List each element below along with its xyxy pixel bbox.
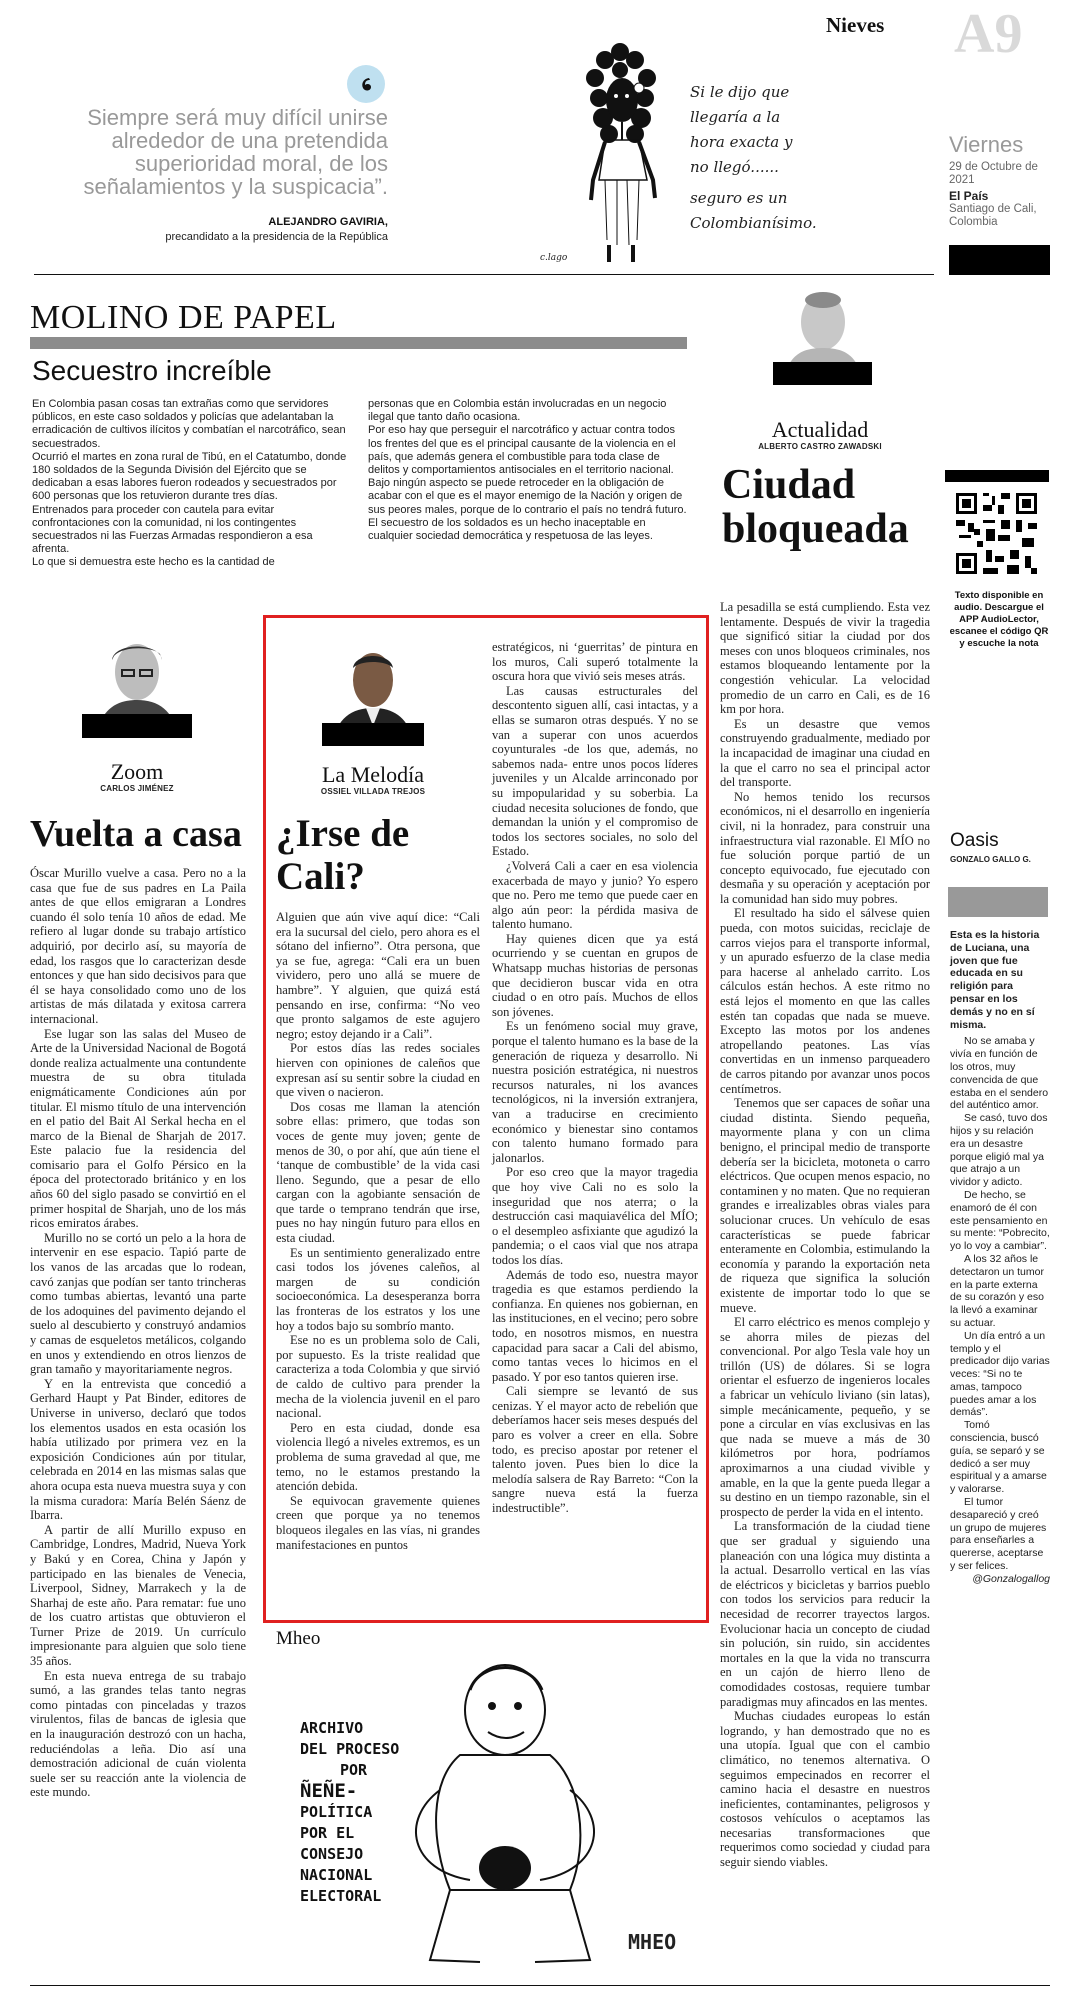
paragraph: Además de todo eso, nuestra mayor tragedia es que estamos perdiendo la confianza. En quienes nos gobiernan, en las instituciones, en el vecino; pero sobre todo, en nosotros mismos, en nuestra capacidad para sacar a Cali del abismo, como tantas veces lo hicimos en el pasado. Y por eso tantos quieren irse.: [492, 1267, 698, 1384]
quote-author-role: precandidato a la presidencia de la República: [165, 231, 388, 243]
author-photo-villada: [322, 640, 424, 746]
paragraph: Alguien que aún vive aquí dice: “Cali era la sucursal del cielo, pero ahora es el sótano del infierno”. Otra persona, que ya se fue, agrega: “Cali era un buen vividero, pero uno allá se muere de hambre”. Y alguien, que quizá está pensando en irse, confirma: “No veo que pronto salgamos de este agujero negro; estoy dejando ir a Cali”.: [276, 910, 480, 1041]
quote-icon: [347, 65, 385, 103]
caption-line: DEL PROCESO: [300, 1740, 400, 1758]
paragraph: Se casó, tuvo dos hijos y su relación era un desastre porque eligió mal ya que atrajo a un vividor y adicto.: [950, 1112, 1048, 1189]
nieves-line: seguro es un: [690, 189, 788, 207]
paragraph: La pesadilla se está cumpliendo. Esta vez lentamente. Después de vivir la tragedia que significó sitiar la ciudad por dos meses con unos bloqueos criminales, nos estamos bloqueando lentamente por la congestión vehicular. La velocidad promedio de un carro en Cali, es de 16 km por hora.: [720, 600, 930, 717]
paragraph: A partir de allí Murillo expuso en Cambridge, Londres, Madrid, Nueva York y Bakú y en Corea, China y Japón y participado en las bienales de Venecia, Liverpool, Sidney, Marrakech y la de Sharhaj de este año. Para rematar: fue uno de los cuatro artistas que obtuvieron el Turner Prize de 2019. Un currículo impresionante para alguien que solo tiene 35 años.: [30, 1522, 246, 1669]
column-name: Zoom: [110, 759, 164, 784]
paragraph: Es un desastre que vemos construyendo gradualmente, mediado por la incapacidad de imaginar una ciudad en la que el carro no sea el principal actor del transporte.: [720, 716, 930, 790]
oasis-handle[interactable]: @Gonzalogallog: [972, 1572, 1050, 1585]
nieves-line: Colombianísimo.: [690, 214, 817, 232]
paragraph: Tomó consciencia, buscó guía, se separó y se dedicó a ser muy espiritual y a amarse y valorarse.: [950, 1419, 1047, 1496]
caption-line: POLÍTICA: [300, 1803, 373, 1821]
paragraph: Lo que si demuestra este hecho es la cantidad de: [32, 556, 275, 569]
paragraph: Óscar Murillo vuelve a casa. Pero no a la casa que fue de sus padres en La Paila antes de que ellos emigraran a Londres cuando él solo tenía 10 años de edad. Me refiero al lugar donde su trabajo artístico adquirió, por decirlo así, su mayoría de edad, los rasgos que lo caracterizan desde entonces y que han sido decisivos para que él se haya consolidado como uno de los artistas de más dilatada y exitosa carrera internacional.: [30, 866, 246, 1026]
molino-gray-rule: [30, 337, 687, 349]
quote-text: Siempre será muy difícil unirse alrededor de una pretendida superioridad moral, de los señalamientos y la suspicacia”.: [83, 105, 388, 199]
paragraph: Es un fenómeno social muy grave, porque el talento humano es la base de la generación de riqueza y desarrollo. Ni nuestra posición estratégica, ni nuestros recursos naturales, ni los avances tecnológicos, ni la inversión extranjera, van a traducirse en crecimiento económico y bienestar sino contamos con talento humano formado para jalonarlos.: [492, 1019, 698, 1165]
paragraph: Pero en esta ciudad, donde esa violencia llegó a niveles extremos, es un problema de suma gravedad al que, me temo, no le estamos prestando la atención debida.: [276, 1420, 480, 1494]
author-photo-castro: [773, 282, 872, 385]
section-title: Nieves: [826, 13, 885, 37]
oasis-column-name: Oasis: [950, 830, 999, 851]
mheo-signature: MHEO: [628, 1930, 677, 1954]
paragraph: Dos cosas me llaman la atención sobre ellas: primero, que todas son voces de gente muy joven; gente de menos de 30, o por ahí, que aún tiene el ‘tanque de combustible’ de la vida casi lleno. Segundo, que a pesar de ello cargan con la agobiante sensación de que tarde o temprano tendrán que irse, pues no hay ningún futuro para ellos en esta ciudad.: [276, 1099, 480, 1246]
paragraph: De hecho, se enamoró de él con este pensamiento en su mente: “Pobrecito, yo lo voy a cambiar”.: [950, 1188, 1050, 1253]
paragraph: Entrenados para proceder con cautela para evitar confrontaciones con la comunidad, ni los contingentes secuestrados ni las Fuerzas Armadas respondieron a esa afrenta.: [32, 503, 313, 556]
paragraph: Ese lugar son las salas del Museo de Arte de la Universidad Nacional de Bogotá donde realiza actualmente una contundente muestra de su obra titulada enigmáticamente Condiciones aún por titular. El mismo título de una intervención en el patio del Bait Al Serkal hecha en el marco de la Bienal de Sharjah de 2017. Este palacio fue la residencia del comisario para el Golfo Pérsico en la época del protectorado británico y en los años 60 del siglo pasado se convirtió en el primer hospital de Sharjah, uno de los más ricos emiratos árabes.: [30, 1026, 246, 1231]
paragraph: Y en la entrevista que concedió a Gerhard Haupt y Pat Binder, editores de Universe in universo, declaró que todos los elementos usados en esta ocasión los había utilizado por primera vez en la exposición Condiciones aún por titular, celebrada en 2014 en las mismas salas que ahora ocupa esta nueva muestra suya y con la misma curadora: María Belén Sáenz de Ibarra.: [30, 1376, 246, 1523]
nieves-handwritten: [690, 80, 900, 236]
oasis-body: [950, 929, 1050, 1586]
paragraph: Un día entró a un templo y el predicador dijo varias veces: “Si no te amas, tampoco puedes amar a los demás”.: [950, 1329, 1050, 1419]
melodia-col-1: [276, 910, 480, 1552]
header-rule: [34, 274, 934, 275]
paragraph: En Colombia pasan cosas tan extrañas como que servidores públicos, en este caso soldados y policías que adelantaban la erradicación de cultivos ilícitos y combatían el narcotráfico, sean secuestrados.: [32, 398, 346, 450]
actualidad-header: [740, 418, 900, 451]
column-author: ALBERTO CASTRO ZAWADSKI: [758, 442, 882, 451]
paragraph: El carro eléctrico es menos complejo y se ahorra miles de piezas del convencional. Por algo Tesla vale hoy un trillón (US) de dólares. Si se logra orientar el esfuerzo de ingenieros locales a fabricar un vehículo liviano (sin latas), simple mecánicamente, pequeño, y se pone a circular en vías exclusivas en las que nada se mueve a más de 30 kilómetros por hora, podríamos aproximarnos a una ciudad vivible y amable, en la que la gente pueda llegar a su destino en un tiempo razonable, sin el prospecto de perder la vida en el intento.: [720, 1315, 930, 1519]
paragraph: No hemos tenido los recursos económicos, ni el desarrollo en ingeniería civil, ni la honradez, para construir una infraestructura vial razonable. El MÍO no fue solución porque partió de un concepto equivocado, fue ejecutado con desmaña y su operación y aceptación por la comunidad han sido muy pobres.: [720, 789, 930, 906]
oasis-author: GONZALO GALLO G.: [950, 855, 1031, 864]
paragraph: Tenemos que ser capaces de soñar una ciudad distinta. Siendo pequeña, mayormente plana y con un clima benigno, el principal medio de transporte debería ser la bicicleta, motoneta o carro eléctricos. Que ocupen menos espacio, no contaminen y no maten. Que no requieran grandes e irrealizables obras viales para solucionar cruces. Un vehículo de esas características se puede fabricar enteramente en Colombia, estimulando la economía y parando la exportación neta de riqueza que significa la solución existente de importar todo lo que se mueve.: [720, 1096, 930, 1315]
author-photo-jimenez: [82, 630, 192, 738]
headline-line: Ciudad: [722, 462, 856, 508]
paragraph: Por eso hay que perseguir el narcotráfico y actuar contra todos los frentes del que es el principal causante de la violencia en el país, que además genera el combustible para toda clase de delitos y comportamientos antisociales en el territorio nacional.: [368, 424, 676, 477]
caption-line: ÑEÑE-: [300, 1780, 358, 1802]
paragraph: Ese no es un problema solo de Cali, por supuesto. Es la triste realidad que caracteriza a toda Colombia y que sirvió de caldo de cultivo para prender la mecha de la violencia juvenil en el paro nacional.: [276, 1333, 480, 1421]
molino-col-1: [32, 398, 352, 570]
paragraph: A los 32 años le detectaron un tumor en la parte externa de su corazón y eso la llevó a examinar su actuar.: [950, 1252, 1044, 1329]
quote-author: ALEJANDRO GAVIRIA,: [268, 216, 388, 228]
issue-day: Viernes: [949, 132, 1024, 157]
paragraph: Muchas ciudades europeas lo están logrando, y han demostrado que no es una utopía. Igual que con el cambio climático, no tenemos alternativa. O seguimos empecinados en recorrer el camino hacia el desastre en nuestros ineficientes, contaminantes, peligrosos y costosos vehículos o aceptamos las necesarias transformaciones que requerimos como sociedad y ciudad para seguir siendo viables.: [720, 1709, 930, 1870]
issue-date: 29 de Octubre de 2021: [949, 161, 1038, 186]
zoom-headline: Vuelta a casa: [30, 813, 242, 855]
paragraph: El resultado ha sido el sálvese quien pueda, con motos suicidas, reciclaje de carros viejos para el transporte informal, y un apurado esfuerzo de la clase media para hacerse al anhelado carrito. Los cálculos están hechos. A este ritmo no está lejos el momento en que las calles estén tan copadas que nada se mueve. Excepto las motos por los andenes atropellando peatones. Las vías convertidas en un inmenso parqueadero de carros pitando por avanzar unos pocos centímetros.: [720, 906, 930, 1096]
molino-title: Secuestro increíble: [32, 355, 272, 386]
paragraph: Las causas estructurales del descontento siguen allí, casi intactas, y a ellas se sumaron otras después. Y no se van a superar con unos acuerdos coyunturales -de los que, además, no sabemos nada- entre unos pocos líderes juveniles y un Alcalde arrinconado por su impopularidad y su soberbia. La ciudad necesita soluciones de fondo, que demandan la unión y el compromiso de todos los sectores sociales, no solo del Estado.: [492, 683, 698, 859]
audio-note: Texto disponible en audio. Descargue el APP AudioLector, escanee el código QR y escuche la nota: [949, 590, 1049, 649]
oasis-gray-box: [948, 887, 1048, 917]
caption-line: POR EL: [300, 1824, 355, 1842]
paragraph: ¿Volverá Cali a caer en esa violencia exacerbada de mayo y junio? Yo espero que no. Pero me temo que puede caer en algo aún peor: la pérdida masiva de talento humano.: [492, 858, 698, 932]
melodia-col-2: [492, 640, 698, 1516]
footer-rule: [30, 1985, 1050, 1986]
caption-line: CONSEJO: [300, 1845, 364, 1863]
caption-line: NACIONAL: [300, 1866, 373, 1884]
actualidad-headline: [722, 463, 909, 551]
paragraph: Bajo ningún aspecto se puede retroceder en la obligación de acabar con el que es el mayor enemigo de la Nación y origen de sus peores males, porque de lo contrario el país no tendrá futuro.: [368, 477, 687, 516]
mheo-caption: [300, 1718, 450, 1907]
caption-line: ELECTORAL: [300, 1887, 382, 1905]
paragraph: La transformación de la ciudad tiene que ser gradual y siguiendo una planeación con una lógica muy distinta a la actual. Desarrollo vertical en las vías de eléctricos y bicicletas y barrios pueblo con todos los servicios para reducir la necesidad de recorrer trayectos largos. Evolucionar hacia un concepto de ciudad sin polución, sin ruido, sin accidentes mortales en la que la vida no transcurra en un cajón de hierro lleno de comodidades costosas, requiere tumbar paradigmas muy afincados en las mentes.: [720, 1519, 930, 1709]
melodia-headline: ¿Irse de Cali?: [276, 812, 410, 898]
caption-line: POR: [340, 1761, 368, 1779]
header-black-bar: [949, 245, 1050, 275]
nieves-line: hora exacta y: [690, 133, 793, 151]
mheo-label: Mheo: [276, 1628, 321, 1649]
caption-line: ARCHIVO: [300, 1719, 364, 1737]
paragraph: personas que en Colombia están involucradas en un negocio ilegal que tanto daño ocasiona.: [368, 398, 667, 424]
headline-line: bloqueada: [722, 506, 909, 552]
column-author: OSSIEL VILLADA TREJOS: [320, 787, 426, 796]
audio-black-bar: [945, 470, 1049, 482]
paragraph: Por estos días las redes sociales hierven con opiniones de caleños que expresan así su sentir sobre la ciudad en que viven o nacieron.: [276, 1041, 480, 1100]
paragraph: Murillo no se cortó un pelo a la hora de intervenir en ese espacio. Tapió parte de los vanos de las arcadas que lo rodean, cavó zanjas que podían ser tanto trincheras como tumbas abiertas, levantó una parte de los adoquines del pavimento dejando el suelo al descubierto y construyó andamios y camas de esqueletos metálicos, colgando en unos y extendiendo en otros lienzos de gran tamaño y mayoritariamente negros.: [30, 1230, 246, 1377]
paragraph: El secuestro de los soldados es un hecho inaceptable en cualquier sociedad democrática y respetuosa de las leyes.: [368, 516, 653, 543]
molino-section-title: MOLINO DE PAPEL: [30, 299, 337, 336]
qr-code-icon[interactable]: [953, 490, 1040, 577]
newspaper-city: Santiago de Cali, Colombia: [949, 203, 1037, 228]
paragraph: El tumor desapareció y creó un grupo de mujeres para enseñarles a quererse, aceptarse y ser felices.: [950, 1496, 1047, 1573]
page-number: A9: [954, 3, 1023, 65]
column-author: CARLOS JIMÉNEZ: [100, 784, 174, 793]
column-name: Actualidad: [771, 417, 869, 442]
zoom-header: [57, 760, 217, 793]
paragraph: Ocurrió el martes en zona rural de Tibú, en el Catatumbo, donde 180 soldados de la Segunda División del Ejército que se dedicaban a esas labores fueron rodeados y secuestrados por 600 personas que los retuvieron durante tres días.: [32, 450, 347, 503]
actualidad-body: [720, 600, 930, 1870]
nieves-line: llegaría a la: [690, 108, 781, 126]
paragraph: estratégicos, ni ‘guerritas’ de pintura en los muros, Cali superó totalmente la oscura hora que vivió seis meses atrás.: [492, 640, 698, 684]
paragraph: Es un sentimiento generalizado entre casi todos los jóvenes caleños, al margen de su condición socioeconómica. La desesperanza borra las fronteras de los estratos y los une hoy a todos bajo su sombrío manto.: [276, 1245, 480, 1333]
paragraph: Hay quienes dicen que ya está ocurriendo y se cuentan en grupos de Whatsapp muchas historias de personas que decidieron buscar vida en otra ciudad o en otro país. Muchos de ellos son jóvenes.: [492, 931, 698, 1019]
nieves-line: no llegó......: [690, 158, 779, 176]
nieves-line: Si le dijo que: [690, 83, 790, 101]
paragraph: Por eso creo que la mayor tragedia que hoy vive Cali no es solo la inseguridad que nos aterra; o la destrucción casi maquiavélica del MÍO; o el desempleo asfixiante que agudizó la pandemia; o el caos vial que nos atrapa todos los días.: [492, 1165, 698, 1267]
column-name: La Melodía: [321, 762, 425, 787]
paragraph: No se amaba y vivía en función de los otros, muy convencida de que estaba en el sendero del auténtico amor.: [950, 1035, 1049, 1112]
melodia-header: [293, 763, 453, 796]
oasis-lead: Esta es la historia de Luciana, una joven que fue educada en su religión para pensar en los demás y no en sí misma.: [950, 929, 1040, 1031]
nieves-signature: c.lago: [540, 253, 568, 263]
molino-col-2: [368, 398, 688, 543]
paragraph: Cali siempre se levantó de sus cenizas. Y el mayor acto de rebelión que deberíamos hacer seis meses después del paro es volver a creer en ella. Sobre todo, es preciso apostar por retener el talento joven. Pues bien lo dice la melodía salsera de Ray Barreto: “Con la sangre nueva está la fuerza indestructible”.: [492, 1384, 698, 1516]
newspaper-name: El País: [949, 189, 989, 203]
paragraph: En esta nueva entrega de su trabajo sumó, a las grandes telas tanto negras como pintadas con pinceladas y trazos virulentos, filas de bancas de iglesia que en la inauguración destrozó con un hacha, reduciéndolas a leña. Dio así una demostración adicional de cuán violenta suele ser su reacción ante la violencia de este mundo.: [30, 1668, 246, 1800]
zoom-body: [30, 866, 246, 1800]
paragraph: Se equivocan gravemente quienes creen que porque ya no tenemos bloqueos ilegales en las vías, ni grandes manifestaciones en puntos: [276, 1493, 480, 1552]
